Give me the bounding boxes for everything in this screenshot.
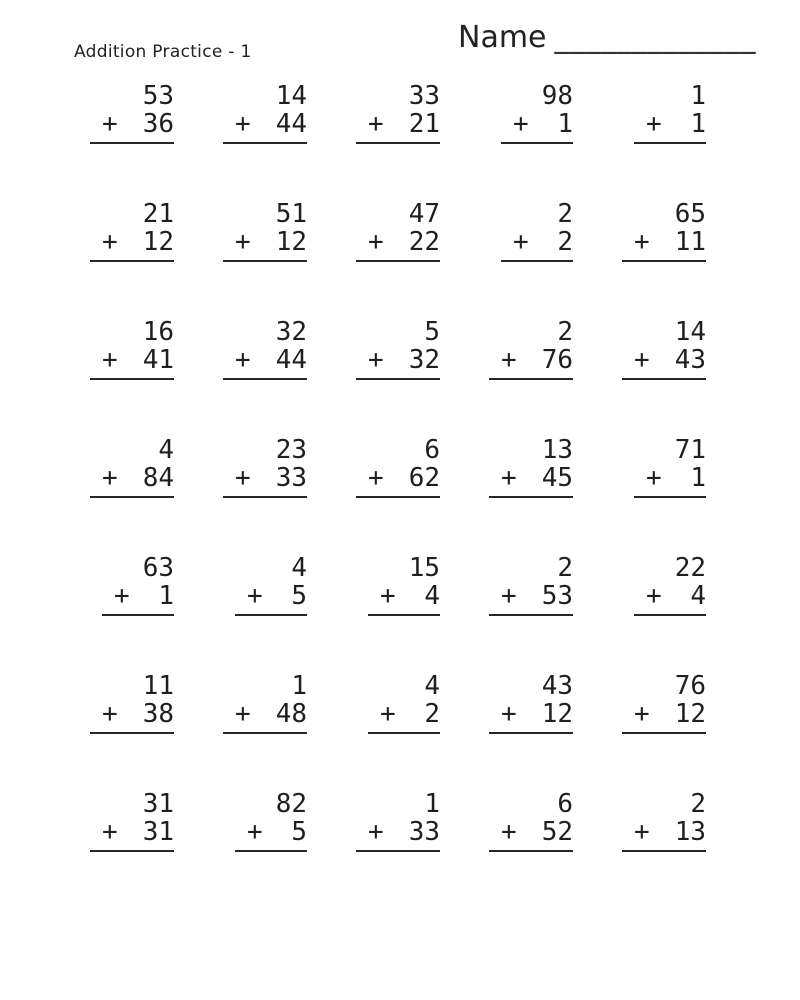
plus-operator: + bbox=[102, 699, 118, 729]
plus-operator: + bbox=[501, 345, 517, 375]
operator-row bbox=[223, 346, 307, 374]
answer-line bbox=[90, 850, 174, 852]
answer-line bbox=[368, 614, 440, 616]
addition-problem bbox=[356, 78, 440, 196]
bottom-addend: 4 bbox=[424, 581, 440, 611]
plus-operator: + bbox=[247, 817, 263, 847]
top-addend: 65 bbox=[674, 199, 706, 229]
operator-row bbox=[634, 464, 706, 492]
answer-line bbox=[622, 260, 706, 262]
bottom-addend: 12 bbox=[541, 699, 573, 729]
addition-problem bbox=[489, 432, 573, 550]
plus-operator: + bbox=[501, 581, 517, 611]
top-addend: 43 bbox=[541, 671, 573, 701]
bottom-addend: 33 bbox=[408, 817, 440, 847]
plus-operator: + bbox=[501, 463, 517, 493]
plus-operator: + bbox=[368, 227, 384, 257]
answer-line bbox=[90, 496, 174, 498]
plus-operator: + bbox=[235, 227, 251, 257]
answer-line bbox=[356, 850, 440, 852]
operator-row bbox=[489, 464, 573, 492]
top-addend: 23 bbox=[275, 435, 307, 465]
operator-row bbox=[368, 582, 440, 610]
bottom-addend: 84 bbox=[142, 463, 174, 493]
operator-row bbox=[90, 110, 174, 138]
addition-problem bbox=[223, 314, 307, 432]
plus-operator: + bbox=[501, 699, 517, 729]
bottom-addend: 62 bbox=[408, 463, 440, 493]
operator-row bbox=[622, 818, 706, 846]
name-label: Name bbox=[458, 20, 547, 55]
bottom-addend: 4 bbox=[690, 581, 706, 611]
bottom-addend: 1 bbox=[690, 109, 706, 139]
plus-operator: + bbox=[380, 699, 396, 729]
addition-problem bbox=[223, 432, 307, 550]
answer-line bbox=[489, 496, 573, 498]
top-addend: 21 bbox=[142, 199, 174, 229]
operator-row bbox=[356, 346, 440, 374]
top-addend: 47 bbox=[408, 199, 440, 229]
bottom-addend: 31 bbox=[142, 817, 174, 847]
addition-problem bbox=[223, 668, 307, 786]
answer-line bbox=[356, 378, 440, 380]
bottom-addend: 5 bbox=[291, 817, 307, 847]
plus-operator: + bbox=[102, 463, 118, 493]
top-addend: 51 bbox=[275, 199, 307, 229]
operator-row bbox=[634, 110, 706, 138]
addition-problem bbox=[223, 196, 307, 314]
plus-operator: + bbox=[368, 109, 384, 139]
addition-problem bbox=[356, 196, 440, 314]
bottom-addend: 2 bbox=[424, 699, 440, 729]
operator-row bbox=[90, 464, 174, 492]
plus-operator: + bbox=[235, 463, 251, 493]
operator-row bbox=[223, 464, 307, 492]
operator-row bbox=[368, 700, 440, 728]
bottom-addend: 41 bbox=[142, 345, 174, 375]
addition-problem bbox=[223, 78, 307, 196]
operator-row bbox=[356, 464, 440, 492]
plus-operator: + bbox=[634, 699, 650, 729]
plus-operator: + bbox=[646, 109, 662, 139]
operator-row bbox=[90, 700, 174, 728]
operator-row bbox=[622, 346, 706, 374]
answer-line bbox=[489, 614, 573, 616]
top-addend: 1 bbox=[424, 789, 440, 819]
top-addend: 15 bbox=[408, 553, 440, 583]
bottom-addend: 1 bbox=[557, 109, 573, 139]
bottom-addend: 52 bbox=[541, 817, 573, 847]
plus-operator: + bbox=[634, 227, 650, 257]
plus-operator: + bbox=[235, 109, 251, 139]
top-addend: 82 bbox=[275, 789, 307, 819]
plus-operator: + bbox=[102, 817, 118, 847]
plus-operator: + bbox=[102, 109, 118, 139]
answer-line bbox=[622, 732, 706, 734]
bottom-addend: 32 bbox=[408, 345, 440, 375]
operator-row bbox=[489, 346, 573, 374]
addition-problem bbox=[489, 668, 573, 786]
answer-line bbox=[489, 732, 573, 734]
addition-problem bbox=[622, 314, 706, 432]
bottom-addend: 44 bbox=[275, 109, 307, 139]
bottom-addend: 13 bbox=[674, 817, 706, 847]
operator-row bbox=[634, 582, 706, 610]
addition-problem bbox=[356, 786, 440, 904]
operator-row bbox=[622, 700, 706, 728]
addition-problem bbox=[501, 196, 573, 314]
top-addend: 16 bbox=[142, 317, 174, 347]
plus-operator: + bbox=[247, 581, 263, 611]
bottom-addend: 38 bbox=[142, 699, 174, 729]
answer-line bbox=[90, 260, 174, 262]
addition-problem bbox=[622, 668, 706, 786]
top-addend: 2 bbox=[557, 199, 573, 229]
answer-line bbox=[235, 614, 307, 616]
bottom-addend: 43 bbox=[674, 345, 706, 375]
answer-line bbox=[622, 850, 706, 852]
operator-row bbox=[489, 700, 573, 728]
top-addend: 1 bbox=[291, 671, 307, 701]
plus-operator: + bbox=[634, 345, 650, 375]
addition-problem bbox=[90, 314, 174, 432]
addition-problem bbox=[356, 432, 440, 550]
answer-line bbox=[223, 378, 307, 380]
answer-line bbox=[223, 496, 307, 498]
operator-row bbox=[90, 346, 174, 374]
addition-problem bbox=[622, 786, 706, 904]
problems-grid bbox=[90, 78, 706, 904]
operator-row bbox=[90, 818, 174, 846]
top-addend: 4 bbox=[291, 553, 307, 583]
addition-problem bbox=[634, 550, 706, 668]
top-addend: 11 bbox=[142, 671, 174, 701]
answer-line bbox=[634, 496, 706, 498]
answer-line bbox=[489, 850, 573, 852]
operator-row bbox=[622, 228, 706, 256]
top-addend: 22 bbox=[674, 553, 706, 583]
operator-row bbox=[102, 582, 174, 610]
addition-problem bbox=[489, 314, 573, 432]
answer-line bbox=[356, 496, 440, 498]
top-addend: 98 bbox=[541, 81, 573, 111]
addition-problem bbox=[90, 78, 174, 196]
bottom-addend: 21 bbox=[408, 109, 440, 139]
top-addend: 31 bbox=[142, 789, 174, 819]
top-addend: 4 bbox=[424, 671, 440, 701]
addition-problem bbox=[634, 78, 706, 196]
operator-row bbox=[356, 110, 440, 138]
bottom-addend: 45 bbox=[541, 463, 573, 493]
plus-operator: + bbox=[513, 227, 529, 257]
answer-line bbox=[501, 260, 573, 262]
operator-row bbox=[223, 700, 307, 728]
plus-operator: + bbox=[368, 345, 384, 375]
answer-line bbox=[634, 614, 706, 616]
plus-operator: + bbox=[102, 227, 118, 257]
operator-row bbox=[235, 582, 307, 610]
bottom-addend: 76 bbox=[541, 345, 573, 375]
answer-line bbox=[223, 142, 307, 144]
addition-problem bbox=[90, 432, 174, 550]
operator-row bbox=[356, 818, 440, 846]
addition-problem bbox=[235, 550, 307, 668]
name-blank-line: _____________ bbox=[554, 20, 757, 55]
bottom-addend: 12 bbox=[142, 227, 174, 257]
top-addend: 5 bbox=[424, 317, 440, 347]
answer-line bbox=[235, 850, 307, 852]
top-addend: 1 bbox=[690, 81, 706, 111]
addition-problem bbox=[356, 314, 440, 432]
plus-operator: + bbox=[501, 817, 517, 847]
bottom-addend: 36 bbox=[142, 109, 174, 139]
operator-row bbox=[223, 228, 307, 256]
plus-operator: + bbox=[102, 345, 118, 375]
plus-operator: + bbox=[513, 109, 529, 139]
bottom-addend: 5 bbox=[291, 581, 307, 611]
operator-row bbox=[356, 228, 440, 256]
name-row bbox=[458, 20, 756, 55]
top-addend: 33 bbox=[408, 81, 440, 111]
operator-row bbox=[90, 228, 174, 256]
answer-line bbox=[90, 378, 174, 380]
answer-line bbox=[368, 732, 440, 734]
operator-row bbox=[489, 582, 573, 610]
plus-operator: + bbox=[235, 345, 251, 375]
bottom-addend: 44 bbox=[275, 345, 307, 375]
plus-operator: + bbox=[634, 817, 650, 847]
bottom-addend: 33 bbox=[275, 463, 307, 493]
top-addend: 2 bbox=[557, 317, 573, 347]
addition-problem bbox=[235, 786, 307, 904]
bottom-addend: 53 bbox=[541, 581, 573, 611]
worksheet-title: Addition Practice - 1 bbox=[74, 42, 252, 62]
top-addend: 71 bbox=[674, 435, 706, 465]
addition-problem bbox=[90, 668, 174, 786]
addition-problem bbox=[489, 786, 573, 904]
plus-operator: + bbox=[646, 581, 662, 611]
top-addend: 2 bbox=[557, 553, 573, 583]
plus-operator: + bbox=[114, 581, 130, 611]
answer-line bbox=[90, 732, 174, 734]
bottom-addend: 48 bbox=[275, 699, 307, 729]
addition-problem bbox=[368, 668, 440, 786]
answer-line bbox=[634, 142, 706, 144]
top-addend: 6 bbox=[424, 435, 440, 465]
addition-problem bbox=[90, 786, 174, 904]
operator-row bbox=[489, 818, 573, 846]
answer-line bbox=[102, 614, 174, 616]
plus-operator: + bbox=[368, 817, 384, 847]
addition-problem bbox=[368, 550, 440, 668]
bottom-addend: 22 bbox=[408, 227, 440, 257]
top-addend: 76 bbox=[674, 671, 706, 701]
answer-line bbox=[622, 378, 706, 380]
addition-problem bbox=[634, 432, 706, 550]
bottom-addend: 1 bbox=[690, 463, 706, 493]
answer-line bbox=[356, 142, 440, 144]
addition-problem bbox=[501, 78, 573, 196]
answer-line bbox=[223, 260, 307, 262]
top-addend: 53 bbox=[142, 81, 174, 111]
answer-line bbox=[489, 378, 573, 380]
top-addend: 63 bbox=[142, 553, 174, 583]
operator-row bbox=[501, 228, 573, 256]
top-addend: 14 bbox=[275, 81, 307, 111]
addition-problem bbox=[489, 550, 573, 668]
answer-line bbox=[501, 142, 573, 144]
top-addend: 2 bbox=[690, 789, 706, 819]
answer-line bbox=[356, 260, 440, 262]
top-addend: 6 bbox=[557, 789, 573, 819]
top-addend: 32 bbox=[275, 317, 307, 347]
plus-operator: + bbox=[368, 463, 384, 493]
operator-row bbox=[235, 818, 307, 846]
top-addend: 4 bbox=[158, 435, 174, 465]
answer-line bbox=[90, 142, 174, 144]
top-addend: 13 bbox=[541, 435, 573, 465]
bottom-addend: 2 bbox=[557, 227, 573, 257]
plus-operator: + bbox=[235, 699, 251, 729]
addition-problem bbox=[102, 550, 174, 668]
bottom-addend: 11 bbox=[674, 227, 706, 257]
top-addend: 14 bbox=[674, 317, 706, 347]
plus-operator: + bbox=[646, 463, 662, 493]
bottom-addend: 12 bbox=[674, 699, 706, 729]
bottom-addend: 1 bbox=[158, 581, 174, 611]
plus-operator: + bbox=[380, 581, 396, 611]
addition-problem bbox=[622, 196, 706, 314]
addition-problem bbox=[90, 196, 174, 314]
operator-row bbox=[223, 110, 307, 138]
answer-line bbox=[223, 732, 307, 734]
operator-row bbox=[501, 110, 573, 138]
bottom-addend: 12 bbox=[275, 227, 307, 257]
